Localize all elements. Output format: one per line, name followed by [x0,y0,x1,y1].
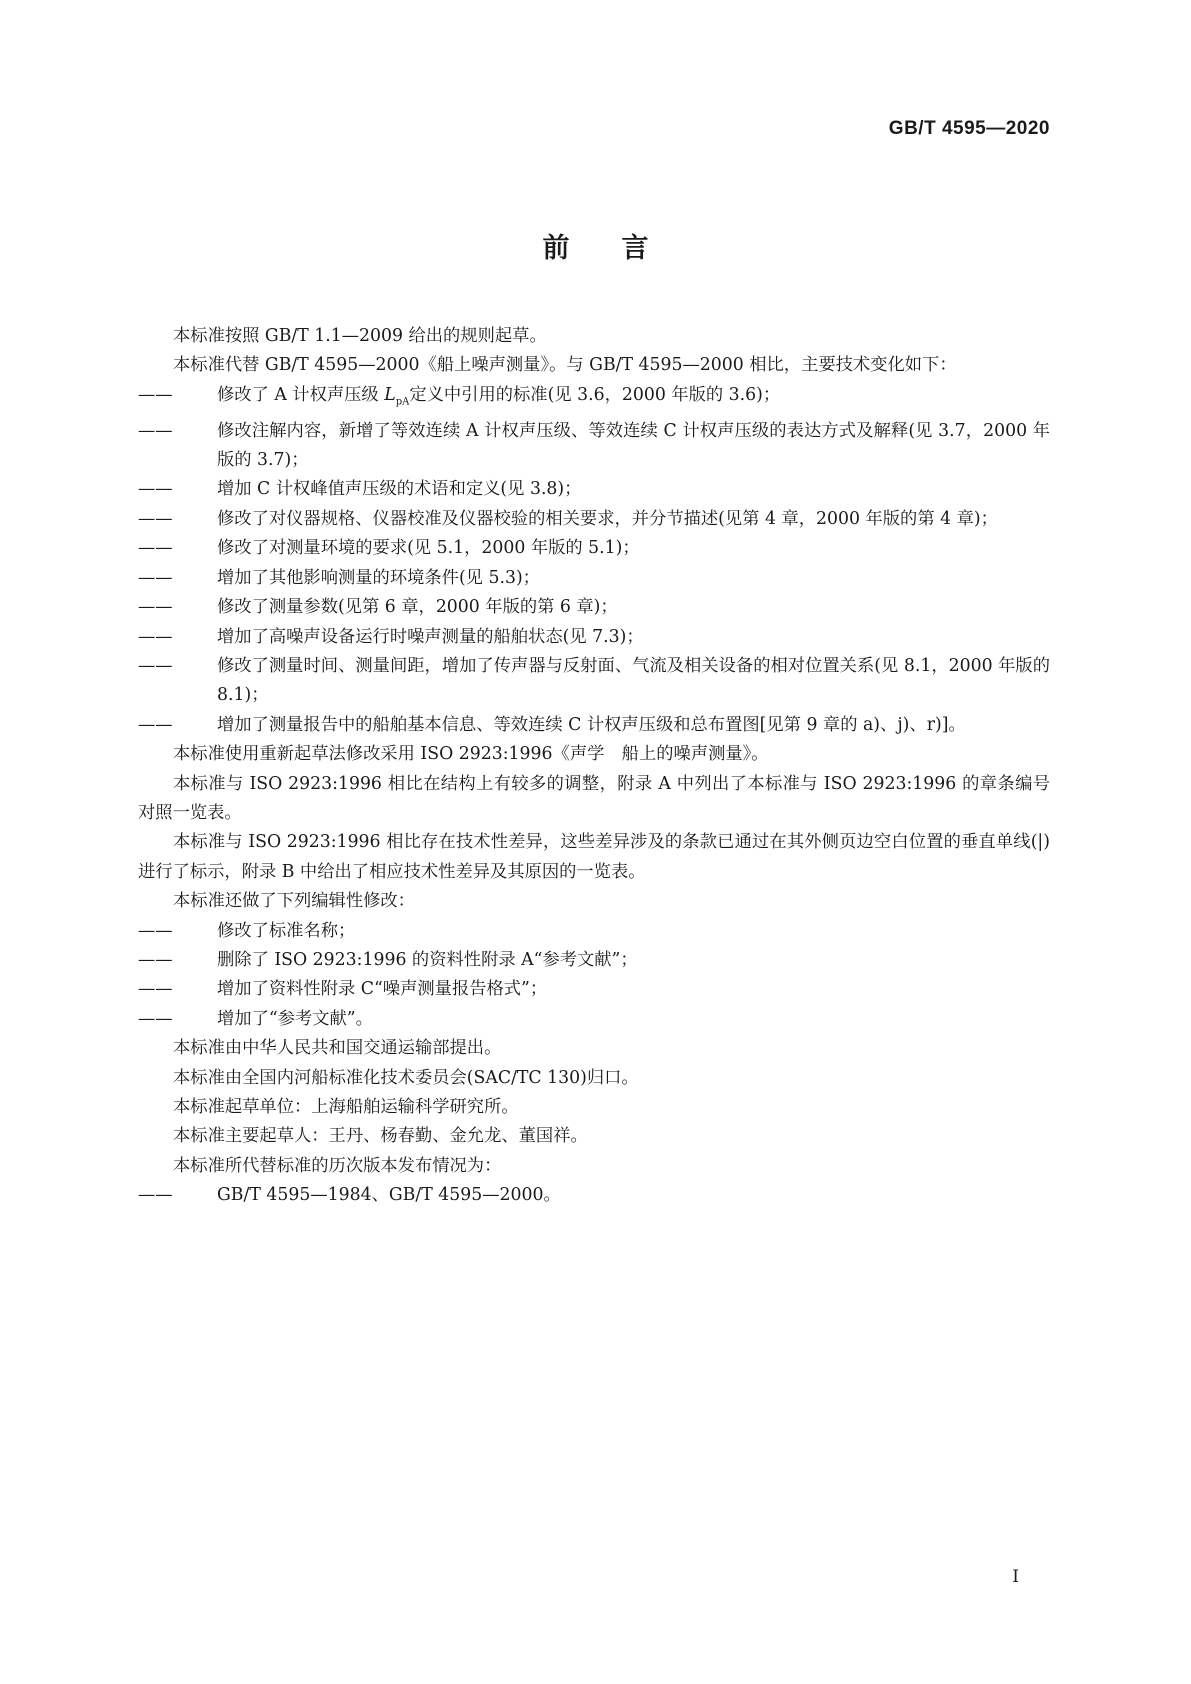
change-item [138,652,1050,711]
change-text: 修改注解内容，新增了等效连续 A 计权声压级、等效连续 C 计权声压级的表达方式及解释(见 3.7，2000 年版的 3.7)； [217,420,1050,471]
change-text: 增加了其他影响测量的环境条件(见 5.3)； [217,567,540,588]
change-item [138,381,1050,417]
edit-text: 修改了标准名称； [217,920,356,941]
paragraph: 本标准与 ISO 2923:1996 相比在结构上有较多的调整，附录 A 中列出了本标准与 ISO 2923:1996 的章条编号对照一览表。 [138,773,1050,823]
paragraph: 本标准还做了下列编辑性修改： [173,891,415,912]
symbol-L: L [384,384,396,405]
dash-marker: —— [138,714,173,735]
page-number: I [1012,1567,1019,1587]
change-item [138,564,1050,593]
page-title [0,226,1191,265]
dash-marker: —— [138,949,173,970]
change-text: 增加 C 计权峰值声压级的术语和定义(见 3.8)； [217,479,582,500]
title-char-2: 言 [621,233,649,264]
paragraph: 本标准主要起草人：王丹、杨春勤、金允龙、董国祥。 [173,1126,588,1147]
history-item [138,1181,1050,1210]
change-item [138,417,1050,476]
change-text: 修改了对仪器规格、仪器校准及仪器校验的相关要求，并分节描述(见第 4 章，2000 年版的第 4 章)； [217,508,998,529]
edit-item [138,946,1050,975]
paragraph: 本标准由中华人民共和国交通运输部提出。 [173,1038,502,1059]
change-text: 修改了测量时间、测量间距，增加了传声器与反射面、气流及相关设备的相对位置关系(见 8.1，2000 年版的 8.1)； [217,655,1050,706]
change-item [138,593,1050,622]
edit-item [138,1005,1050,1034]
dash-marker: —— [138,1008,173,1029]
edit-item [138,975,1050,1004]
dash-marker: —— [138,508,173,529]
dash-marker: —— [138,538,173,559]
change-text: 修改了测量参数(见第 6 章，2000 年版的第 6 章)； [217,597,618,618]
paragraph: 本标准代替 GB/T 4595—2000《船上噪声测量》。与 GB/T 4595—2000 相比，主要技术变化如下： [173,355,957,376]
dash-marker: —— [138,479,173,500]
preface-body [138,322,1050,1211]
change-text: 定义中引用的标准(见 3.6，2000 年版的 3.6)； [409,384,781,405]
title-char-1: 前 [542,233,570,264]
edit-item [138,917,1050,946]
paragraph: 本标准使用重新起草法修改采用 ISO 2923:1996《声学 船上的噪声测量》。 [173,744,769,765]
symbol-subscript: pA [395,396,410,408]
history-text: GB/T 4595—1984、GB/T 4595—2000。 [217,1185,561,1206]
change-text: 修改了对测量环境的要求(见 5.1，2000 年版的 5.1)； [217,538,640,559]
change-item [138,475,1050,504]
dash-marker: —— [138,626,173,647]
change-item [138,534,1050,563]
paragraph: 本标准由全国内河船标准化技术委员会(SAC/TC 130)归口。 [173,1067,639,1088]
dash-marker: —— [138,655,173,676]
change-item [138,623,1050,652]
paragraph: 本标准起草单位：上海船舶运输科学研究所。 [173,1097,519,1118]
dash-marker: —— [138,567,173,588]
paragraph: 本标准所代替标准的历次版本发布情况为： [173,1155,502,1176]
change-text: 修改了 A 计权声压级 [217,384,385,405]
dash-marker: —— [138,979,173,1000]
dash-marker: —— [138,920,173,941]
change-item [138,505,1050,534]
dash-marker: —— [138,384,173,405]
change-text: 增加了测量报告中的船舶基本信息、等效连续 C 计权声压级和总布置图[见第 9 章的 a)、j)、r)]。 [217,714,966,735]
edit-text: 增加了资料性附录 C“噪声测量报告格式”； [217,979,548,1000]
edit-text: 删除了 ISO 2923:1996 的资料性附录 A“参考文献”； [217,949,638,970]
standard-number: GB/T 4595—2020 [888,118,1050,139]
dash-marker: —— [138,597,173,618]
dash-marker: —— [138,420,173,441]
change-text: 增加了高噪声设备运行时噪声测量的船舶状态(见 7.3)； [217,626,644,647]
paragraph: 本标准与 ISO 2923:1996 相比存在技术性差异，这些差异涉及的条款已通过在其外侧页边空白位置的垂直单线(|)进行了标示，附录 B 中给出了相应技术性差异及其原因的一览表。 [138,832,1050,882]
edit-text: 增加了“参考文献”。 [217,1008,373,1029]
change-item [138,711,1050,740]
dash-marker: —— [138,1185,173,1206]
paragraph: 本标准按照 GB/T 1.1—2009 给出的规则起草。 [173,326,547,346]
